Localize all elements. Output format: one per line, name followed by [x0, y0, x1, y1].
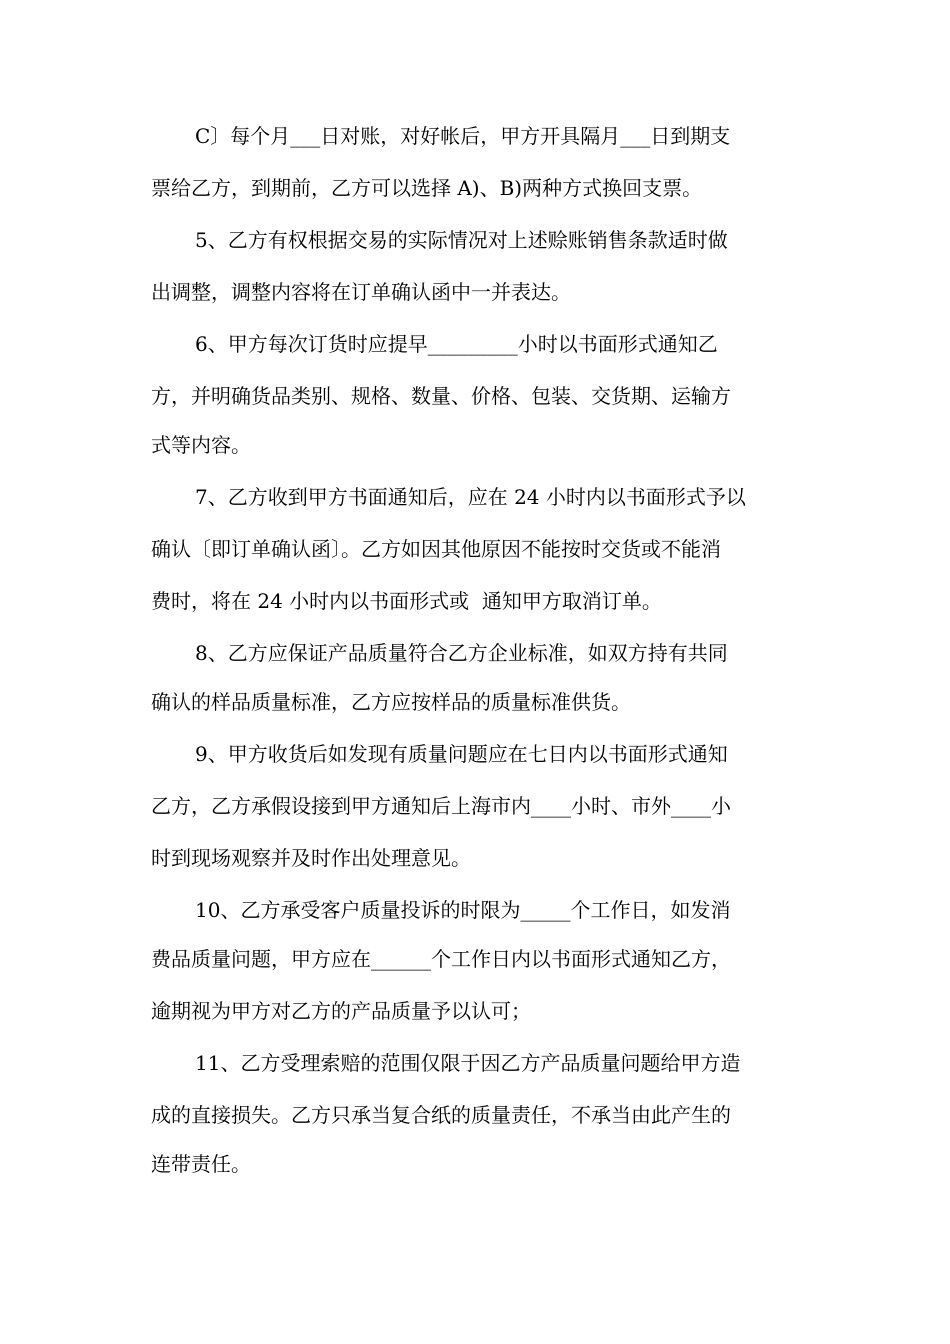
text-line: 确认的样品质量标准，乙方应按样品的质量标准供货。 — [151, 690, 631, 714]
text-line: 5、乙方有权根据交易的实际情况对上述赊账销售条款适时做 — [195, 228, 728, 252]
text-line: 出调整，调整内容将在订单确认函中一并表达。 — [151, 280, 571, 304]
text-line: 费时，将在 24 小时内以书面形式或 通知甲方取消订单。 — [151, 589, 662, 613]
text-line: 乙方，乙方承假设接到甲方通知后上海市内____小时、市外____小 — [151, 794, 731, 818]
text-line: 9、甲方收货后如发现有质量问题应在七日内以书面形式通知 — [195, 742, 728, 766]
text-line: 式等内容。 — [151, 433, 251, 457]
text-line: 6、甲方每次订货时应提早_________小时以书面形式通知乙 — [195, 332, 718, 356]
text-line: 逾期视为甲方对乙方的产品质量予以认可； — [151, 999, 531, 1023]
text-line: 成的直接损失。乙方只承当复合纸的质量责任，不承当由此产生的 — [151, 1103, 731, 1127]
text-line: 方，并明确货品类别、规格、数量、价格、包装、交货期、运输方 — [151, 384, 731, 408]
text-line: C〕每个月___日对账，对好帐后，甲方开具隔月___日到期支 — [195, 124, 731, 148]
text-line: 时到现场观察并及时作出处理意见。 — [151, 846, 471, 870]
text-line: 连带责任。 — [151, 1152, 251, 1176]
text-line: 票给乙方，到期前，乙方可以选择 A)、B)两种方式换回支票。 — [151, 176, 703, 200]
text-line: 费品质量问题，甲方应在______个工作日内以书面形式通知乙方， — [151, 947, 731, 971]
text-line: 11、乙方受理索赔的范围仅限于因乙方产品质量问题给甲方造 — [195, 1051, 741, 1075]
text-line: 10、乙方承受客户质量投诉的时限为_____个工作日，如发消 — [195, 898, 731, 922]
text-line: 确认〔即订单确认函〕。乙方如因其他原因不能按时交货或不能消 — [151, 537, 721, 561]
text-line: 7、乙方收到甲方书面通知后，应在 24 小时内以书面形式予以 — [195, 485, 746, 509]
text-line: 8、乙方应保证产品质量符合乙方企业标准，如双方持有共同 — [195, 641, 728, 665]
